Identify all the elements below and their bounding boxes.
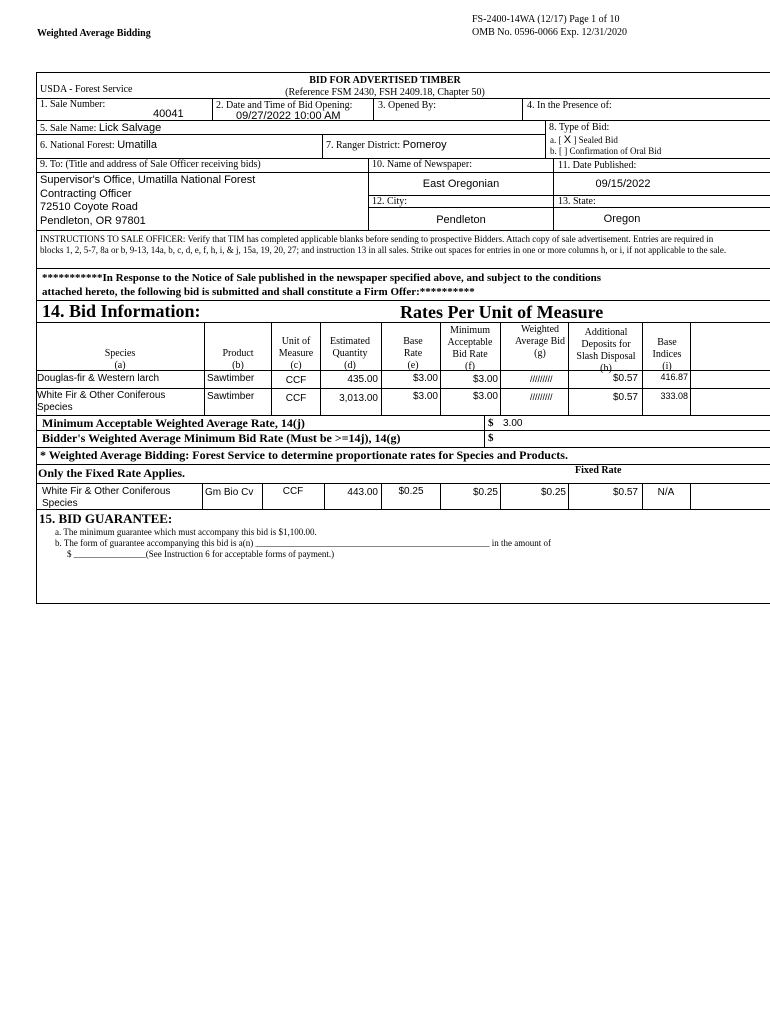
bidder-wa-rate-label: Bidder's Weighted Average Minimum Bid Rate (Must be >=14j), 14(g): [42, 431, 401, 445]
wab-cell[interactable]: /////////: [530, 374, 553, 384]
guarantee-line-c[interactable]: $ ________________(See Instruction 6 for acceptable forms of payment.): [67, 549, 335, 559]
sealed-bid-text: ] Sealed Bid: [573, 135, 618, 145]
deposits-cell[interactable]: $0.57: [612, 373, 638, 384]
ranger-district-value[interactable]: Pomeroy: [402, 139, 447, 151]
sale-name-value[interactable]: Lick Salvage: [98, 122, 162, 134]
min-wa-rate-label: Minimum Acceptable Weighted Average Rate, 14(j): [42, 416, 305, 430]
quantity-cell[interactable]: 3,013.00: [339, 393, 378, 404]
col-deposits-header: Additional Deposits for Slash Disposal (h): [576, 327, 636, 374]
newspaper-value[interactable]: East Oregonian: [422, 178, 500, 190]
address-line: 72510 Coyote Road: [40, 201, 138, 213]
response-line-1: ***********In Response to the Notice of Sale published in the newspaper specified above, and subject to the conditions: [42, 272, 602, 284]
sale-number-value[interactable]: 40041: [153, 108, 184, 120]
address-line: Pendleton, OR 97801: [40, 214, 146, 227]
indices-cell[interactable]: 416.87: [660, 372, 688, 382]
city-label: 12. City:: [372, 196, 408, 207]
agency-label: USDA - Forest Service: [40, 84, 133, 95]
fixed-base-rate-cell[interactable]: $0.25: [398, 486, 424, 497]
unit-cell[interactable]: CCF: [285, 375, 307, 386]
table-row: [37, 373, 159, 384]
date-published-label: 11. Date Published:: [558, 160, 637, 171]
form-heading: Weighted Average Bidding: [37, 28, 151, 39]
col-base-rate-header: Base Rate (e): [403, 336, 423, 371]
form-title: BID FOR ADVERTISED TIMBER: [309, 75, 461, 86]
state-value[interactable]: Oregon: [603, 213, 641, 225]
fixed-rate-header: Fixed Rate: [575, 465, 622, 476]
sealed-bid-option[interactable]: [550, 135, 618, 145]
quantity-cell[interactable]: 435.00: [347, 374, 378, 385]
bid-guarantee-heading: 15. BID GUARANTEE:: [39, 511, 173, 526]
deposits-cell[interactable]: $0.57: [612, 392, 638, 403]
guarantee-line-a: a. The minimum guarantee which must accompany this bid is $1,100.00.: [55, 527, 317, 537]
form-id: FS-2400-14WA (12/17) Page 1 of 10: [472, 14, 620, 25]
species-cell[interactable]: Douglas-fir & Western larch: [37, 373, 160, 384]
date-published-value[interactable]: 09/15/2022: [595, 178, 651, 190]
form-reference: (Reference FSM 2430, FSH 2409.18, Chapter 50): [285, 87, 485, 98]
wab-cell[interactable]: /////////: [530, 392, 553, 402]
min-rate-cell[interactable]: $3.00: [472, 374, 498, 385]
bid-opening-label: 2. Date and Time of Bid Opening:: [216, 100, 353, 111]
col-species-header: Species (a): [104, 348, 136, 371]
fixed-species-cell[interactable]: White Fir & Other Coniferous Species: [42, 486, 171, 509]
response-line-2: attached hereto, the following bid is submitted and shall constitute a Firm Offer:**********: [42, 286, 475, 298]
rates-per-unit-heading: Rates Per Unit of Measure: [400, 302, 604, 322]
species-cell[interactable]: White Fir & Other Coniferous Species: [37, 390, 166, 413]
sale-number-label: 1. Sale Number:: [40, 99, 106, 110]
sealed-bid-prefix: a. [: [550, 135, 562, 145]
presence-label: 4. In the Presence of:: [527, 100, 612, 111]
col-indices-header: Base Indices (i): [652, 337, 682, 372]
product-cell[interactable]: Sawtimber: [207, 391, 255, 402]
sealed-bid-check[interactable]: X: [563, 134, 572, 146]
col-wab-header: Weighted Average Bid (g): [514, 324, 566, 359]
national-forest-label: 6. National Forest:: [40, 140, 115, 151]
ranger-district-field: [326, 139, 447, 151]
fixed-indices-cell[interactable]: N/A: [657, 487, 675, 498]
fixed-unit-cell[interactable]: CCF: [282, 486, 304, 497]
sale-officer-label: 9. To: (Title and address of Sale Officer receiving bids): [40, 159, 261, 170]
sale-name-label: 5. Sale Name:: [40, 123, 97, 134]
national-forest-value[interactable]: Umatilla: [117, 139, 157, 151]
unit-cell[interactable]: CCF: [285, 393, 307, 404]
min-rate-cell[interactable]: $3.00: [472, 391, 498, 402]
address-line: Contracting Officer: [40, 187, 132, 200]
sale-officer-address[interactable]: [40, 174, 255, 228]
national-forest-field: [40, 139, 157, 151]
bidder-wa-dollar: $: [488, 432, 494, 444]
state-label: 13. State:: [558, 196, 596, 207]
fixed-rate-label: Only the Fixed Rate Applies.: [38, 466, 186, 480]
bid-type-label: 8. Type of Bid:: [549, 122, 610, 133]
col-product-header: Product (b): [222, 348, 254, 371]
ranger-district-label: 7. Ranger District:: [326, 140, 401, 151]
bid-info-heading: 14. Bid Information:: [42, 301, 201, 321]
fixed-deposits-cell[interactable]: $0.57: [612, 487, 638, 498]
base-rate-cell[interactable]: $3.00: [412, 373, 438, 384]
bid-opening-value[interactable]: 09/27/2022 10:00 AM: [236, 110, 341, 122]
fixed-wab-cell[interactable]: $0.25: [540, 487, 566, 498]
address-line: Supervisor's Office, Umatilla National Forest: [40, 174, 256, 186]
fixed-quantity-cell[interactable]: 443.00: [347, 487, 378, 498]
col-unit-header: Unit of Measure (c): [278, 336, 314, 371]
sale-officer-instructions: INSTRUCTIONS TO SALE OFFICER: Verify that TIM has completed applicable blanks before sending to prospective Bidders. Attach copy of sale advertisement. Entries are required in blocks 1, 2, 5-7, 8a or b, 9-13, 14a, b, c, d, e, f, h, i, & j, 15a, 19, 20, 27; and instruction 13 in all sales. Strike out spaces for entries in one or more columns h, or i, if not applicable to the sale.: [40, 234, 727, 255]
col-min-rate-header: Minimum Acceptable Bid Rate (f): [447, 325, 493, 372]
base-rate-cell[interactable]: $3.00: [412, 391, 438, 402]
sale-name-field: [40, 122, 161, 134]
fixed-min-rate-cell[interactable]: $0.25: [472, 487, 498, 498]
min-wa-dollar: $: [488, 417, 494, 429]
min-wa-rate-value[interactable]: 3.00: [503, 418, 523, 429]
omb-number: OMB No. 0596-0066 Exp. 12/31/2020: [472, 27, 627, 38]
col-quantity-header: Estimated Quantity (d): [330, 336, 370, 371]
opened-by-label: 3. Opened By:: [378, 100, 437, 111]
fixed-product-cell[interactable]: Gm Bio Cv: [205, 487, 254, 498]
city-value[interactable]: Pendleton: [436, 214, 486, 226]
indices-cell[interactable]: 333.08: [660, 391, 688, 401]
weighted-average-note: * Weighted Average Bidding: Forest Service to determine proportionate rates for Species and Products.: [40, 448, 568, 462]
product-cell[interactable]: Sawtimber: [207, 373, 255, 384]
oral-bid-option[interactable]: b. [ ] Confirmation of Oral Bid: [550, 146, 662, 156]
newspaper-label: 10. Name of Newspaper:: [372, 159, 472, 170]
guarantee-line-b[interactable]: b. The form of guarantee accompanying this bid is a(n) ____________________________________________________ in the amount of: [55, 538, 552, 548]
